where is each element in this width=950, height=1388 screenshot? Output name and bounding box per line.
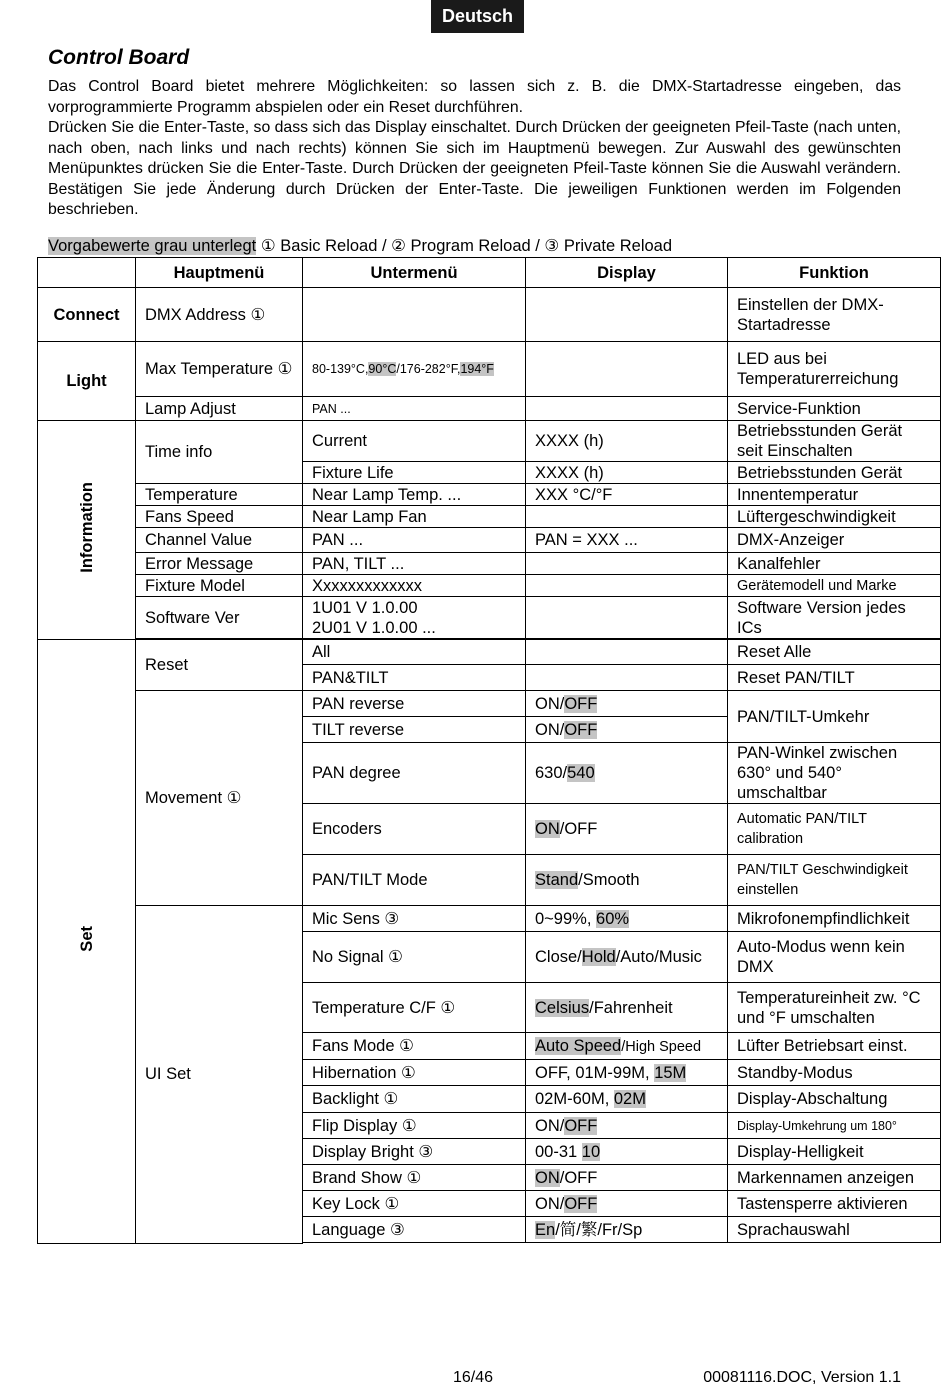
- table-row: [38, 528, 941, 553]
- temp-range-c: 80-139°C,: [312, 362, 369, 376]
- submenu-cell: Display Bright ③: [303, 1139, 526, 1165]
- spacer: [303, 1243, 941, 1244]
- display-cell: [526, 906, 728, 932]
- function-cell: Lüfter Betriebsart einst.: [728, 1033, 941, 1060]
- table-row: [38, 691, 941, 717]
- function-cell: Tastensperre aktivieren: [728, 1191, 941, 1217]
- default-value: OFF: [564, 694, 598, 713]
- document-version: 00081116.DOC, Version 1.1: [703, 1369, 901, 1386]
- function-cell: Gerätemodell und Marke: [728, 575, 941, 597]
- temp-range-f: /176-282°F,: [396, 362, 461, 376]
- main-menu-cell: DMX Address ①: [136, 288, 303, 342]
- main-menu-cell: Temperature: [136, 484, 303, 506]
- display-cell: [526, 1165, 728, 1191]
- option: /OFF: [559, 1168, 598, 1187]
- display-cell: [526, 575, 728, 597]
- main-menu-cell: Lamp Adjust: [136, 397, 303, 421]
- display-cell: [526, 1033, 728, 1060]
- function-cell: Kanalfehler: [728, 553, 941, 575]
- function-cell: Mikrofonempfindlichkeit: [728, 906, 941, 932]
- display-cell: [526, 1113, 728, 1139]
- menu-table: [37, 257, 941, 1244]
- main-menu-cell: Movement ①: [136, 691, 303, 906]
- submenu-cell: Fans Mode ①: [303, 1033, 526, 1060]
- display-cell: [526, 932, 728, 983]
- submenu-cell: Language ③: [303, 1217, 526, 1243]
- function-cell: Auto-Modus wenn kein DMX: [728, 932, 941, 983]
- page-number: 16/46: [453, 1369, 494, 1386]
- option: /Fahrenheit: [589, 998, 673, 1017]
- function-cell: PAN/TILT Geschwindigkeit einstellen: [728, 855, 941, 906]
- table-header-row: [38, 258, 941, 288]
- default-value: OFF: [564, 1116, 598, 1135]
- intro-paragraph: Das Control Board bietet mehrere Möglichkeiten: so lassen sich z. B. die DMX-Startadresse eingeben, das vorprogrammierte Programm abspielen oder ein Reset durchführen.: [48, 78, 901, 116]
- software-line: 1U01 V 1.0.00: [312, 598, 418, 617]
- option: ON/: [535, 694, 565, 713]
- display-cell: [526, 1139, 728, 1165]
- submenu-cell: PAN/TILT Mode: [303, 855, 526, 906]
- option: /High Speed: [621, 1038, 702, 1055]
- table-row: [38, 906, 941, 932]
- display-cell: PAN = XXX ...: [526, 528, 728, 553]
- default-value: OFF: [564, 720, 598, 739]
- intro-paragraph: Drücken Sie die Enter-Taste, so dass sich das Display einschaltet. Durch Drücken der geeigneten Pfeil-Taste (nach unten, nach oben, nach links und nach rechts) können Sie sich im Hauptmenü bewegen. Zur Auswahl des gewünschten Menüpunktes drücken Sie die Enter-Taste. Durch Drücken der geeigneten Pfeil-Taste können Sie die Auswahl verändern. Bestätigen Sie jede Änderung durch Drücken der Enter-Taste. Die jeweiligen Funktionen werden im Folgenden beschrieben.: [48, 119, 901, 218]
- section-set-label: Set: [77, 925, 96, 952]
- option: /OFF: [559, 820, 598, 838]
- default-value: 15M: [654, 1063, 687, 1082]
- default-value: OFF: [564, 1194, 598, 1213]
- default-value: ON: [535, 1168, 560, 1187]
- function-cell: Display-Umkehrung um 180°: [728, 1113, 941, 1139]
- section-connect: Connect: [38, 288, 136, 342]
- header-cell: Untermenü: [303, 258, 526, 288]
- function-cell: PAN/TILT-Umkehr: [728, 691, 941, 743]
- main-menu-cell: Time info: [136, 421, 303, 484]
- software-line: 2U01 V 1.0.00 ...: [312, 618, 436, 637]
- header-cell: Hauptmenü: [136, 258, 303, 288]
- submenu-cell: Flip Display ①: [303, 1113, 526, 1139]
- table-row: [38, 484, 941, 506]
- function-cell: Markennamen anzeigen: [728, 1165, 941, 1191]
- submenu-cell: Temperature C/F ①: [303, 983, 526, 1033]
- display-cell: XXXX (h): [526, 462, 728, 484]
- table-row: [38, 575, 941, 597]
- table-row: [38, 288, 941, 342]
- submenu-cell: Hibernation ①: [303, 1060, 526, 1086]
- display-cell: XXX °C/°F: [526, 484, 728, 506]
- table-row: [38, 421, 941, 462]
- display-cell: [526, 1060, 728, 1086]
- language-tab: Deutsch: [431, 0, 524, 33]
- function-cell: Software Version jedes ICs: [728, 597, 941, 639]
- default-value: Celsius: [535, 998, 590, 1017]
- function-cell: Lüftergeschwindigkeit: [728, 506, 941, 528]
- submenu-cell: TILT reverse: [303, 717, 526, 743]
- function-cell: Automatic PAN/TILT calibration: [728, 804, 941, 855]
- default-value: Hold: [581, 948, 616, 966]
- section-information-label: Information: [77, 482, 96, 573]
- default-value: 02M: [613, 1090, 646, 1108]
- submenu-cell: Current: [303, 421, 526, 462]
- default-value: Auto Speed: [535, 1036, 622, 1055]
- function-cell: Betriebsstunden Gerät: [728, 462, 941, 484]
- display-cell: [526, 855, 728, 906]
- submenu-cell: Near Lamp Fan: [303, 506, 526, 528]
- intro-text: [48, 77, 901, 221]
- function-cell: Temperatureinheit zw. °C und °F umschalten: [728, 983, 941, 1033]
- display-cell: [526, 1086, 728, 1113]
- submenu-cell: [303, 288, 526, 342]
- function-cell: Innentemperatur: [728, 484, 941, 506]
- submenu-cell: Fixture Life: [303, 462, 526, 484]
- submenu-cell: PAN ...: [303, 397, 526, 421]
- display-cell: [526, 342, 728, 397]
- page-title: Control Board: [48, 46, 190, 69]
- display-cell: [526, 717, 728, 743]
- display-cell: [526, 1191, 728, 1217]
- submenu-cell: Brand Show ①: [303, 1165, 526, 1191]
- submenu-cell: Encoders: [303, 804, 526, 855]
- table-row: [38, 397, 941, 421]
- table-row: [38, 597, 941, 639]
- submenu-cell: [303, 597, 526, 639]
- submenu-cell: PAN, TILT ...: [303, 553, 526, 575]
- submenu-cell: PAN ...: [303, 528, 526, 553]
- function-cell: Reset PAN/TILT: [728, 665, 941, 691]
- display-cell: [526, 1217, 728, 1243]
- submenu-cell: Xxxxxxxxxxxxx: [303, 575, 526, 597]
- function-cell: PAN-Winkel zwischen 630° und 540° umschaltbar: [728, 743, 941, 804]
- submenu-cell: All: [303, 640, 526, 665]
- main-menu-cell: Software Ver: [136, 597, 303, 639]
- display-cell: [526, 288, 728, 342]
- main-menu-cell: Channel Value: [136, 528, 303, 553]
- table-row: [38, 553, 941, 575]
- default-value: Stand: [535, 871, 579, 889]
- header-blank: [38, 258, 136, 288]
- option: 0~99%,: [535, 909, 597, 928]
- option: 02M-60M,: [535, 1090, 614, 1108]
- function-cell: Standby-Modus: [728, 1060, 941, 1086]
- main-menu-cell: Max Temperature ①: [136, 342, 303, 397]
- submenu-cell: PAN degree: [303, 743, 526, 804]
- option: /简/繁/Fr/Sp: [555, 1220, 643, 1239]
- display-cell: [526, 665, 728, 691]
- header-cell: Display: [526, 258, 728, 288]
- submenu-cell: [303, 342, 526, 397]
- display-cell: [526, 691, 728, 717]
- main-menu-cell: Reset: [136, 640, 303, 691]
- table-row: [38, 342, 941, 397]
- display-cell: [526, 553, 728, 575]
- legend-reload-keys: ① Basic Reload / ② Program Reload / ③ Private Reload: [256, 237, 673, 255]
- submenu-cell: PAN&TILT: [303, 665, 526, 691]
- submenu-cell: Mic Sens ③: [303, 906, 526, 932]
- header-cell: Funktion: [728, 258, 941, 288]
- option: Close/: [535, 948, 582, 966]
- option: 00-31: [535, 1142, 582, 1161]
- main-menu-cell: Fixture Model: [136, 575, 303, 597]
- main-menu-cell: UI Set: [136, 906, 303, 1244]
- function-cell: Display-Helligkeit: [728, 1139, 941, 1165]
- option: OFF, 01M-99M,: [535, 1063, 655, 1082]
- main-menu-cell: Error Message: [136, 553, 303, 575]
- option: 630/: [535, 764, 568, 782]
- display-cell: [526, 597, 728, 639]
- submenu-cell: Backlight ①: [303, 1086, 526, 1113]
- option: ON/: [535, 1194, 565, 1213]
- default-value: 540: [567, 764, 595, 782]
- display-cell: [526, 397, 728, 421]
- submenu-cell: PAN reverse: [303, 691, 526, 717]
- option: ON/: [535, 1116, 565, 1135]
- legend-defaults: Vorgabewerte grau unterlegt: [48, 237, 257, 255]
- table-row: [38, 506, 941, 528]
- default-value: 60%: [596, 909, 630, 928]
- option: /Smooth: [578, 871, 640, 889]
- section-set: [38, 640, 136, 1244]
- function-cell: Service-Funktion: [728, 397, 941, 421]
- submenu-cell: Near Lamp Temp. ...: [303, 484, 526, 506]
- display-cell: [526, 983, 728, 1033]
- function-cell: Einstellen der DMX-Startadresse: [728, 288, 941, 342]
- display-cell: [526, 506, 728, 528]
- submenu-cell: Key Lock ①: [303, 1191, 526, 1217]
- function-cell: Reset Alle: [728, 640, 941, 665]
- display-cell: XXXX (h): [526, 421, 728, 462]
- function-cell: Betriebsstunden Gerät seit Einschalten: [728, 421, 941, 462]
- legend: [48, 236, 672, 256]
- function-cell: DMX-Anzeiger: [728, 528, 941, 553]
- function-cell: Sprachauswahl: [728, 1217, 941, 1243]
- function-cell: LED aus bei Temperaturerreichung: [728, 342, 941, 397]
- display-cell: [526, 743, 728, 804]
- default-value: 194°F: [460, 362, 494, 376]
- default-value: 90°C: [368, 362, 397, 376]
- table-row: [38, 640, 941, 665]
- display-cell: [526, 804, 728, 855]
- default-value: 10: [581, 1142, 601, 1161]
- submenu-cell: No Signal ①: [303, 932, 526, 983]
- option: /Auto/Music: [615, 948, 702, 966]
- default-value: En: [535, 1220, 556, 1239]
- main-menu-cell: Fans Speed: [136, 506, 303, 528]
- section-information: [38, 421, 136, 640]
- default-value: ON: [535, 820, 560, 838]
- section-light: Light: [38, 342, 136, 421]
- function-cell: Display-Abschaltung: [728, 1086, 941, 1113]
- display-cell: [526, 640, 728, 665]
- option: ON/: [535, 720, 565, 739]
